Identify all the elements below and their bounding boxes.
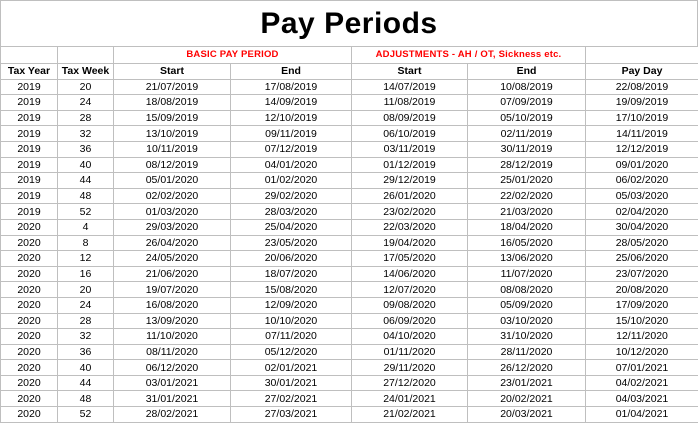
tax-year-cell: 2020 bbox=[1, 407, 58, 423]
basic-start-cell: 15/09/2019 bbox=[114, 110, 231, 126]
table-row bbox=[1, 313, 698, 329]
adjustment-start-cell: 14/06/2020 bbox=[352, 266, 468, 282]
table-row bbox=[1, 141, 698, 157]
adjustment-end-cell: 30/11/2019 bbox=[468, 141, 586, 157]
adjustment-end-cell: 11/07/2020 bbox=[468, 266, 586, 282]
adjustment-start-cell: 01/12/2019 bbox=[352, 157, 468, 173]
empty-cell bbox=[586, 47, 698, 64]
basic-start-cell: 13/09/2020 bbox=[114, 313, 231, 329]
adjustment-start-cell: 11/08/2019 bbox=[352, 95, 468, 111]
adjustment-end-cell: 07/09/2019 bbox=[468, 95, 586, 111]
tax-week-cell: 32 bbox=[58, 126, 114, 142]
pay-day-cell: 06/02/2020 bbox=[586, 173, 698, 189]
basic-start-cell: 08/11/2020 bbox=[114, 344, 231, 360]
pay-day-cell: 20/08/2020 bbox=[586, 282, 698, 298]
pay-day-cell: 10/12/2020 bbox=[586, 344, 698, 360]
adjustment-end-cell: 28/11/2020 bbox=[468, 344, 586, 360]
pay-day-cell: 15/10/2020 bbox=[586, 313, 698, 329]
basic-start-cell: 31/01/2021 bbox=[114, 391, 231, 407]
column-header-basic-start: Start bbox=[114, 64, 231, 80]
tax-week-cell: 48 bbox=[58, 391, 114, 407]
pay-day-cell: 01/04/2021 bbox=[586, 407, 698, 423]
basic-start-cell: 06/12/2020 bbox=[114, 360, 231, 376]
column-header-tax-year: Tax Year bbox=[1, 64, 58, 80]
tax-week-cell: 40 bbox=[58, 157, 114, 173]
basic-end-cell: 04/01/2020 bbox=[231, 157, 352, 173]
basic-end-cell: 25/04/2020 bbox=[231, 219, 352, 235]
tax-year-cell: 2019 bbox=[1, 173, 58, 189]
table-row bbox=[1, 329, 698, 345]
table-row bbox=[1, 407, 698, 423]
pay-day-cell: 19/09/2019 bbox=[586, 95, 698, 111]
tax-year-cell: 2020 bbox=[1, 297, 58, 313]
empty-cell bbox=[58, 47, 114, 64]
table-row bbox=[1, 344, 698, 360]
column-header-adjustment-start: Start bbox=[352, 64, 468, 80]
basic-end-cell: 02/01/2021 bbox=[231, 360, 352, 376]
pay-day-cell: 04/03/2021 bbox=[586, 391, 698, 407]
tax-year-cell: 2019 bbox=[1, 157, 58, 173]
tax-week-cell: 16 bbox=[58, 266, 114, 282]
adjustment-start-cell: 09/08/2020 bbox=[352, 297, 468, 313]
adjustment-end-cell: 28/12/2019 bbox=[468, 157, 586, 173]
pay-day-cell: 30/04/2020 bbox=[586, 219, 698, 235]
pay-day-cell: 12/12/2019 bbox=[586, 141, 698, 157]
pay-day-cell: 17/10/2019 bbox=[586, 110, 698, 126]
basic-end-cell: 20/06/2020 bbox=[231, 251, 352, 267]
pay-day-cell: 05/03/2020 bbox=[586, 188, 698, 204]
adjustment-start-cell: 27/12/2020 bbox=[352, 375, 468, 391]
basic-start-cell: 21/06/2020 bbox=[114, 266, 231, 282]
adjustment-end-cell: 02/11/2019 bbox=[468, 126, 586, 142]
basic-start-cell: 19/07/2020 bbox=[114, 282, 231, 298]
basic-start-cell: 21/07/2019 bbox=[114, 79, 231, 95]
basic-end-cell: 18/07/2020 bbox=[231, 266, 352, 282]
basic-end-cell: 28/03/2020 bbox=[231, 204, 352, 220]
basic-start-cell: 03/01/2021 bbox=[114, 375, 231, 391]
adjustment-start-cell: 03/11/2019 bbox=[352, 141, 468, 157]
tax-week-cell: 40 bbox=[58, 360, 114, 376]
table-row bbox=[1, 204, 698, 220]
tax-year-cell: 2019 bbox=[1, 95, 58, 111]
adjustment-start-cell: 06/09/2020 bbox=[352, 313, 468, 329]
basic-start-cell: 28/02/2021 bbox=[114, 407, 231, 423]
adjustment-start-cell: 23/02/2020 bbox=[352, 204, 468, 220]
adjustment-start-cell: 29/12/2019 bbox=[352, 173, 468, 189]
basic-end-cell: 07/12/2019 bbox=[231, 141, 352, 157]
adjustment-start-cell: 06/10/2019 bbox=[352, 126, 468, 142]
tax-week-cell: 28 bbox=[58, 110, 114, 126]
adjustment-start-cell: 04/10/2020 bbox=[352, 329, 468, 345]
adjustment-end-cell: 13/06/2020 bbox=[468, 251, 586, 267]
adjustment-end-cell: 31/10/2020 bbox=[468, 329, 586, 345]
tax-year-cell: 2019 bbox=[1, 79, 58, 95]
tax-week-cell: 4 bbox=[58, 219, 114, 235]
pay-day-cell: 17/09/2020 bbox=[586, 297, 698, 313]
adjustment-end-cell: 05/10/2019 bbox=[468, 110, 586, 126]
adjustment-end-cell: 20/03/2021 bbox=[468, 407, 586, 423]
adjustment-start-cell: 26/01/2020 bbox=[352, 188, 468, 204]
pay-day-cell: 09/01/2020 bbox=[586, 157, 698, 173]
tax-year-cell: 2020 bbox=[1, 313, 58, 329]
tax-week-cell: 48 bbox=[58, 188, 114, 204]
tax-week-cell: 8 bbox=[58, 235, 114, 251]
basic-end-cell: 23/05/2020 bbox=[231, 235, 352, 251]
basic-end-cell: 15/08/2020 bbox=[231, 282, 352, 298]
basic-start-cell: 11/10/2020 bbox=[114, 329, 231, 345]
basic-end-cell: 14/09/2019 bbox=[231, 95, 352, 111]
table-row bbox=[1, 297, 698, 313]
tax-week-cell: 52 bbox=[58, 407, 114, 423]
column-header-row bbox=[1, 64, 698, 80]
adjustment-end-cell: 10/08/2019 bbox=[468, 79, 586, 95]
pay-day-cell: 22/08/2019 bbox=[586, 79, 698, 95]
table-row bbox=[1, 79, 698, 95]
table-row bbox=[1, 235, 698, 251]
group-header-adjustments: ADJUSTMENTS - AH / OT, Sickness etc. bbox=[352, 47, 586, 64]
tax-week-cell: 44 bbox=[58, 173, 114, 189]
tax-week-cell: 36 bbox=[58, 141, 114, 157]
tax-year-cell: 2019 bbox=[1, 141, 58, 157]
basic-start-cell: 24/05/2020 bbox=[114, 251, 231, 267]
basic-start-cell: 05/01/2020 bbox=[114, 173, 231, 189]
pay-day-cell: 12/11/2020 bbox=[586, 329, 698, 345]
adjustment-start-cell: 19/04/2020 bbox=[352, 235, 468, 251]
table-row bbox=[1, 282, 698, 298]
pay-day-cell: 25/06/2020 bbox=[586, 251, 698, 267]
table-row bbox=[1, 188, 698, 204]
tax-week-cell: 44 bbox=[58, 375, 114, 391]
tax-week-cell: 24 bbox=[58, 95, 114, 111]
basic-end-cell: 17/08/2019 bbox=[231, 79, 352, 95]
adjustment-start-cell: 29/11/2020 bbox=[352, 360, 468, 376]
group-header-basic-pay-period: BASIC PAY PERIOD bbox=[114, 47, 352, 64]
pay-day-cell: 23/07/2020 bbox=[586, 266, 698, 282]
table-row bbox=[1, 219, 698, 235]
adjustment-start-cell: 08/09/2019 bbox=[352, 110, 468, 126]
adjustment-start-cell: 24/01/2021 bbox=[352, 391, 468, 407]
table-row bbox=[1, 157, 698, 173]
adjustment-start-cell: 12/07/2020 bbox=[352, 282, 468, 298]
pay-day-cell: 14/11/2019 bbox=[586, 126, 698, 142]
tax-week-cell: 36 bbox=[58, 344, 114, 360]
basic-end-cell: 29/02/2020 bbox=[231, 188, 352, 204]
adjustment-end-cell: 23/01/2021 bbox=[468, 375, 586, 391]
basic-end-cell: 01/02/2020 bbox=[231, 173, 352, 189]
table-row bbox=[1, 391, 698, 407]
basic-start-cell: 18/08/2019 bbox=[114, 95, 231, 111]
page-title: Pay Periods bbox=[0, 0, 698, 46]
table-row bbox=[1, 251, 698, 267]
table-row bbox=[1, 266, 698, 282]
tax-week-cell: 20 bbox=[58, 282, 114, 298]
tax-year-cell: 2020 bbox=[1, 360, 58, 376]
basic-start-cell: 08/12/2019 bbox=[114, 157, 231, 173]
group-header-row bbox=[1, 47, 698, 64]
tax-week-cell: 24 bbox=[58, 297, 114, 313]
tax-year-cell: 2019 bbox=[1, 126, 58, 142]
tax-year-cell: 2019 bbox=[1, 188, 58, 204]
empty-cell bbox=[1, 47, 58, 64]
tax-year-cell: 2019 bbox=[1, 204, 58, 220]
tax-week-cell: 32 bbox=[58, 329, 114, 345]
tax-year-cell: 2020 bbox=[1, 219, 58, 235]
basic-end-cell: 10/10/2020 bbox=[231, 313, 352, 329]
tax-year-cell: 2020 bbox=[1, 391, 58, 407]
adjustment-start-cell: 14/07/2019 bbox=[352, 79, 468, 95]
basic-start-cell: 29/03/2020 bbox=[114, 219, 231, 235]
table-row bbox=[1, 360, 698, 376]
pay-day-cell: 04/02/2021 bbox=[586, 375, 698, 391]
pay-day-cell: 07/01/2021 bbox=[586, 360, 698, 376]
tax-year-cell: 2020 bbox=[1, 375, 58, 391]
basic-start-cell: 13/10/2019 bbox=[114, 126, 231, 142]
table-row bbox=[1, 126, 698, 142]
table-row bbox=[1, 375, 698, 391]
pay-day-cell: 28/05/2020 bbox=[586, 235, 698, 251]
table-row bbox=[1, 173, 698, 189]
adjustment-end-cell: 08/08/2020 bbox=[468, 282, 586, 298]
tax-week-cell: 28 bbox=[58, 313, 114, 329]
tax-year-cell: 2020 bbox=[1, 251, 58, 267]
adjustment-start-cell: 22/03/2020 bbox=[352, 219, 468, 235]
adjustment-start-cell: 21/02/2021 bbox=[352, 407, 468, 423]
tax-year-cell: 2019 bbox=[1, 110, 58, 126]
basic-start-cell: 16/08/2020 bbox=[114, 297, 231, 313]
adjustment-start-cell: 17/05/2020 bbox=[352, 251, 468, 267]
tax-year-cell: 2020 bbox=[1, 329, 58, 345]
basic-end-cell: 09/11/2019 bbox=[231, 126, 352, 142]
basic-end-cell: 07/11/2020 bbox=[231, 329, 352, 345]
adjustment-end-cell: 22/02/2020 bbox=[468, 188, 586, 204]
tax-week-cell: 20 bbox=[58, 79, 114, 95]
adjustment-end-cell: 20/02/2021 bbox=[468, 391, 586, 407]
adjustment-start-cell: 01/11/2020 bbox=[352, 344, 468, 360]
basic-start-cell: 01/03/2020 bbox=[114, 204, 231, 220]
pay-day-cell: 02/04/2020 bbox=[586, 204, 698, 220]
tax-year-cell: 2020 bbox=[1, 282, 58, 298]
basic-start-cell: 10/11/2019 bbox=[114, 141, 231, 157]
tax-week-cell: 52 bbox=[58, 204, 114, 220]
table-row bbox=[1, 110, 698, 126]
adjustment-end-cell: 05/09/2020 bbox=[468, 297, 586, 313]
basic-end-cell: 27/03/2021 bbox=[231, 407, 352, 423]
tax-year-cell: 2020 bbox=[1, 235, 58, 251]
pay-periods-table bbox=[0, 46, 698, 423]
column-header-pay-day: Pay Day bbox=[586, 64, 698, 80]
column-header-adjustment-end: End bbox=[468, 64, 586, 80]
adjustment-end-cell: 21/03/2020 bbox=[468, 204, 586, 220]
column-header-basic-end: End bbox=[231, 64, 352, 80]
basic-end-cell: 12/09/2020 bbox=[231, 297, 352, 313]
basic-end-cell: 05/12/2020 bbox=[231, 344, 352, 360]
basic-start-cell: 02/02/2020 bbox=[114, 188, 231, 204]
adjustment-end-cell: 26/12/2020 bbox=[468, 360, 586, 376]
adjustment-end-cell: 03/10/2020 bbox=[468, 313, 586, 329]
adjustment-end-cell: 16/05/2020 bbox=[468, 235, 586, 251]
basic-start-cell: 26/04/2020 bbox=[114, 235, 231, 251]
column-header-tax-week: Tax Week bbox=[58, 64, 114, 80]
basic-end-cell: 12/10/2019 bbox=[231, 110, 352, 126]
tax-year-cell: 2020 bbox=[1, 266, 58, 282]
adjustment-end-cell: 18/04/2020 bbox=[468, 219, 586, 235]
tax-year-cell: 2020 bbox=[1, 344, 58, 360]
basic-end-cell: 27/02/2021 bbox=[231, 391, 352, 407]
tax-week-cell: 12 bbox=[58, 251, 114, 267]
table-row bbox=[1, 95, 698, 111]
basic-end-cell: 30/01/2021 bbox=[231, 375, 352, 391]
adjustment-end-cell: 25/01/2020 bbox=[468, 173, 586, 189]
